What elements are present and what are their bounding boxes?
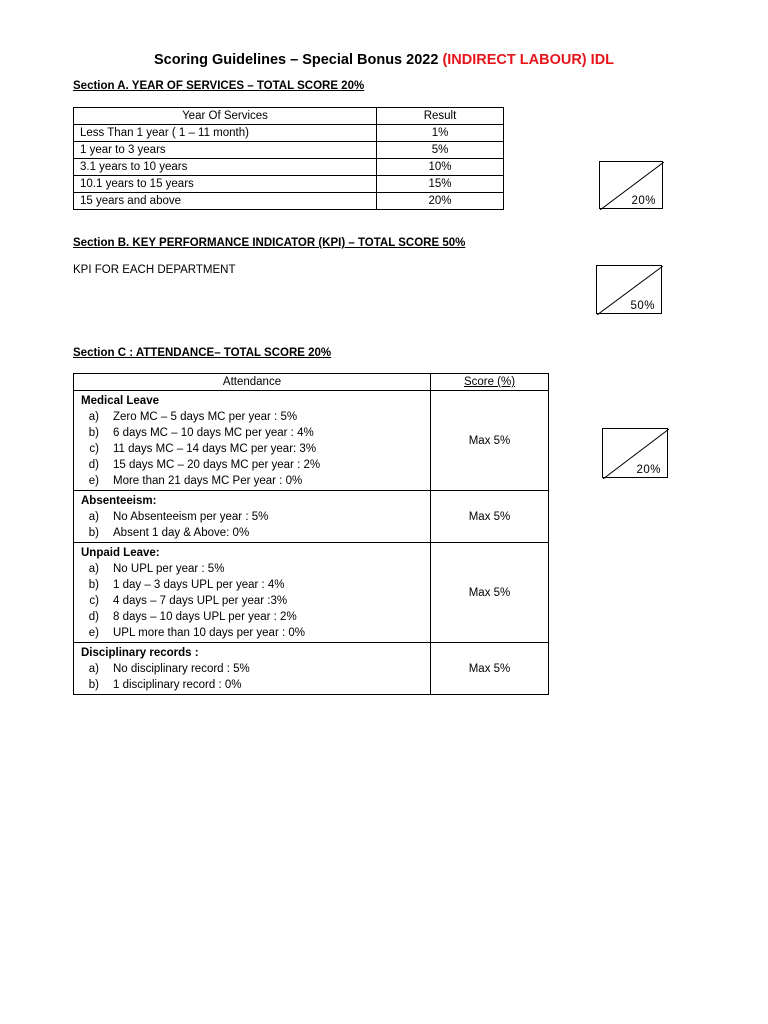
group-cell [74,543,431,643]
group-score: Max 5% [431,491,549,543]
table-header-row [74,374,549,391]
item-list [81,561,423,641]
item-text: Absent 1 day & Above: 0% [113,527,250,539]
column-header-result: Result [377,108,504,125]
list-item [81,409,423,425]
row-result: 1% [377,125,504,142]
item-marker: c) [89,595,99,607]
page-title [0,52,768,68]
row-label: 10.1 years to 15 years [74,176,377,193]
group-title: Absenteeism: [81,495,157,507]
item-marker: b) [88,679,99,691]
item-text: 15 days MC – 20 days MC per year : 2% [113,459,321,471]
column-header-years: Year Of Services [74,108,377,125]
group-cell [74,391,431,491]
row-result: 5% [377,142,504,159]
section-b-score-value: 50% [630,300,655,312]
row-label: 1 year to 3 years [74,142,377,159]
column-header-attendance: Attendance [74,374,431,391]
table-row [74,159,504,176]
item-marker: d) [88,611,99,623]
item-text: No UPL per year : 5% [113,563,225,575]
section-a-heading: Section A. YEAR OF SERVICES – TOTAL SCORE 20% [73,80,365,92]
item-marker: b) [88,427,99,439]
list-item [81,609,423,625]
group-title: Unpaid Leave: [81,547,160,559]
group-title: Medical Leave [81,395,159,407]
item-text: 1 disciplinary record : 0% [113,679,242,691]
section-c-heading: Section C : ATTENDANCE– TOTAL SCORE 20% [73,347,332,359]
list-item [81,661,423,677]
group-score: Max 5% [431,643,549,695]
column-header-score: Score (%) [431,374,549,391]
item-marker: b) [88,527,99,539]
group-score: Max 5% [431,391,549,491]
table-row [74,142,504,159]
item-marker: a) [88,663,99,675]
table-row [74,391,549,491]
section-a-score-box [599,161,663,209]
list-item [81,457,423,473]
table-row [74,125,504,142]
item-text: Zero MC – 5 days MC per year : 5% [113,411,298,423]
list-item [81,625,423,641]
table-header-row [74,108,504,125]
row-label: 15 years and above [74,193,377,210]
table-row [74,643,549,695]
item-text: 4 days – 7 days UPL per year :3% [113,595,288,607]
item-list [81,509,423,541]
list-item [81,593,423,609]
list-item [81,473,423,489]
item-marker: a) [88,511,99,523]
row-result: 15% [377,176,504,193]
item-list [81,409,423,489]
item-text: No disciplinary record : 5% [113,663,250,675]
table-row [74,491,549,543]
list-item [81,441,423,457]
group-cell [74,643,431,695]
item-list [81,661,423,693]
item-text: 6 days MC – 10 days MC per year : 4% [113,427,314,439]
item-marker: d) [88,459,99,471]
group-score: Max 5% [431,543,549,643]
list-item [81,577,423,593]
list-item [81,561,423,577]
section-b-score-box [596,265,662,314]
group-title: Disciplinary records : [81,647,199,659]
list-item [81,509,423,525]
section-c-score-box [602,428,668,478]
row-result: 10% [377,159,504,176]
kpi-text: KPI FOR EACH DEPARTMENT [73,264,236,276]
item-marker: e) [88,475,99,487]
item-text: More than 21 days MC Per year : 0% [113,475,303,487]
row-label: 3.1 years to 10 years [74,159,377,176]
item-text: 11 days MC – 14 days MC per year: 3% [113,443,317,455]
title-highlight: (INDIRECT LABOUR) IDL [442,52,615,68]
section-b-heading: Section B. KEY PERFORMANCE INDICATOR (KPI) – TOTAL SCORE 50% [73,237,466,249]
item-marker: e) [88,627,99,639]
row-label: Less Than 1 year ( 1 – 11 month) [74,125,377,142]
item-marker: a) [88,563,99,575]
row-result: 20% [377,193,504,210]
title-main: Scoring Guidelines – Special Bonus 2022 [153,52,439,68]
item-text: No Absenteeism per year : 5% [113,511,269,523]
item-marker: a) [88,411,99,423]
list-item [81,677,423,693]
list-item [81,425,423,441]
item-marker: b) [88,579,99,591]
item-text: 8 days – 10 days UPL per year : 2% [113,611,297,623]
years-of-service-table [73,107,504,210]
item-text: UPL more than 10 days per year : 0% [113,627,305,639]
table-row [74,193,504,210]
attendance-table [73,373,549,695]
section-a-score-value: 20% [631,195,656,207]
list-item [81,525,423,541]
item-marker: c) [89,443,99,455]
table-row [74,543,549,643]
section-c-score-value: 20% [636,464,661,476]
item-text: 1 day – 3 days UPL per year : 4% [113,579,285,591]
table-row [74,176,504,193]
group-cell [74,491,431,543]
